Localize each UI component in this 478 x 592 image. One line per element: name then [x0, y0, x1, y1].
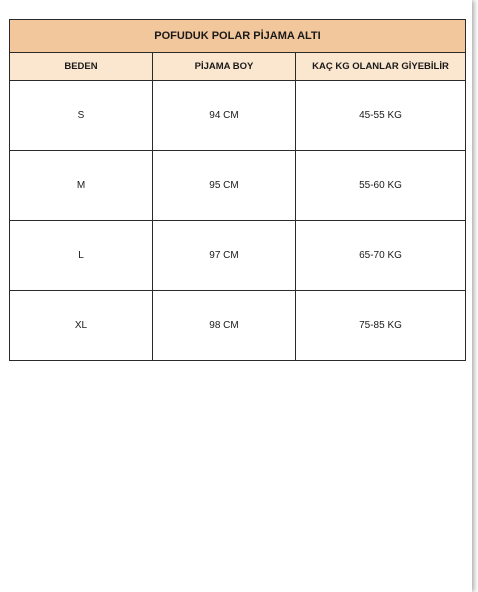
header-weight: KAÇ KG OLANLAR GİYEBİLİR: [296, 53, 466, 81]
cell-weight: 45-55 KG: [296, 81, 466, 151]
cell-weight: 65-70 KG: [296, 221, 466, 291]
cell-length: 97 CM: [153, 221, 296, 291]
cell-weight: 75-85 KG: [296, 291, 466, 361]
header-length: PİJAMA BOY: [153, 53, 296, 81]
cell-size: XL: [10, 291, 153, 361]
cell-size: S: [10, 81, 153, 151]
table-row: [10, 221, 466, 291]
cell-weight: 55-60 KG: [296, 151, 466, 221]
cell-length: 94 CM: [153, 81, 296, 151]
title-row: [10, 20, 466, 53]
size-chart-table: [9, 19, 466, 361]
cell-size: L: [10, 221, 153, 291]
cell-size: M: [10, 151, 153, 221]
cell-length: 98 CM: [153, 291, 296, 361]
table-row: [10, 81, 466, 151]
table-row: [10, 291, 466, 361]
table-row: [10, 151, 466, 221]
header-row: [10, 53, 466, 81]
header-size: BEDEN: [10, 53, 153, 81]
cell-length: 95 CM: [153, 151, 296, 221]
table-title: POFUDUK POLAR PİJAMA ALTI: [10, 20, 466, 53]
